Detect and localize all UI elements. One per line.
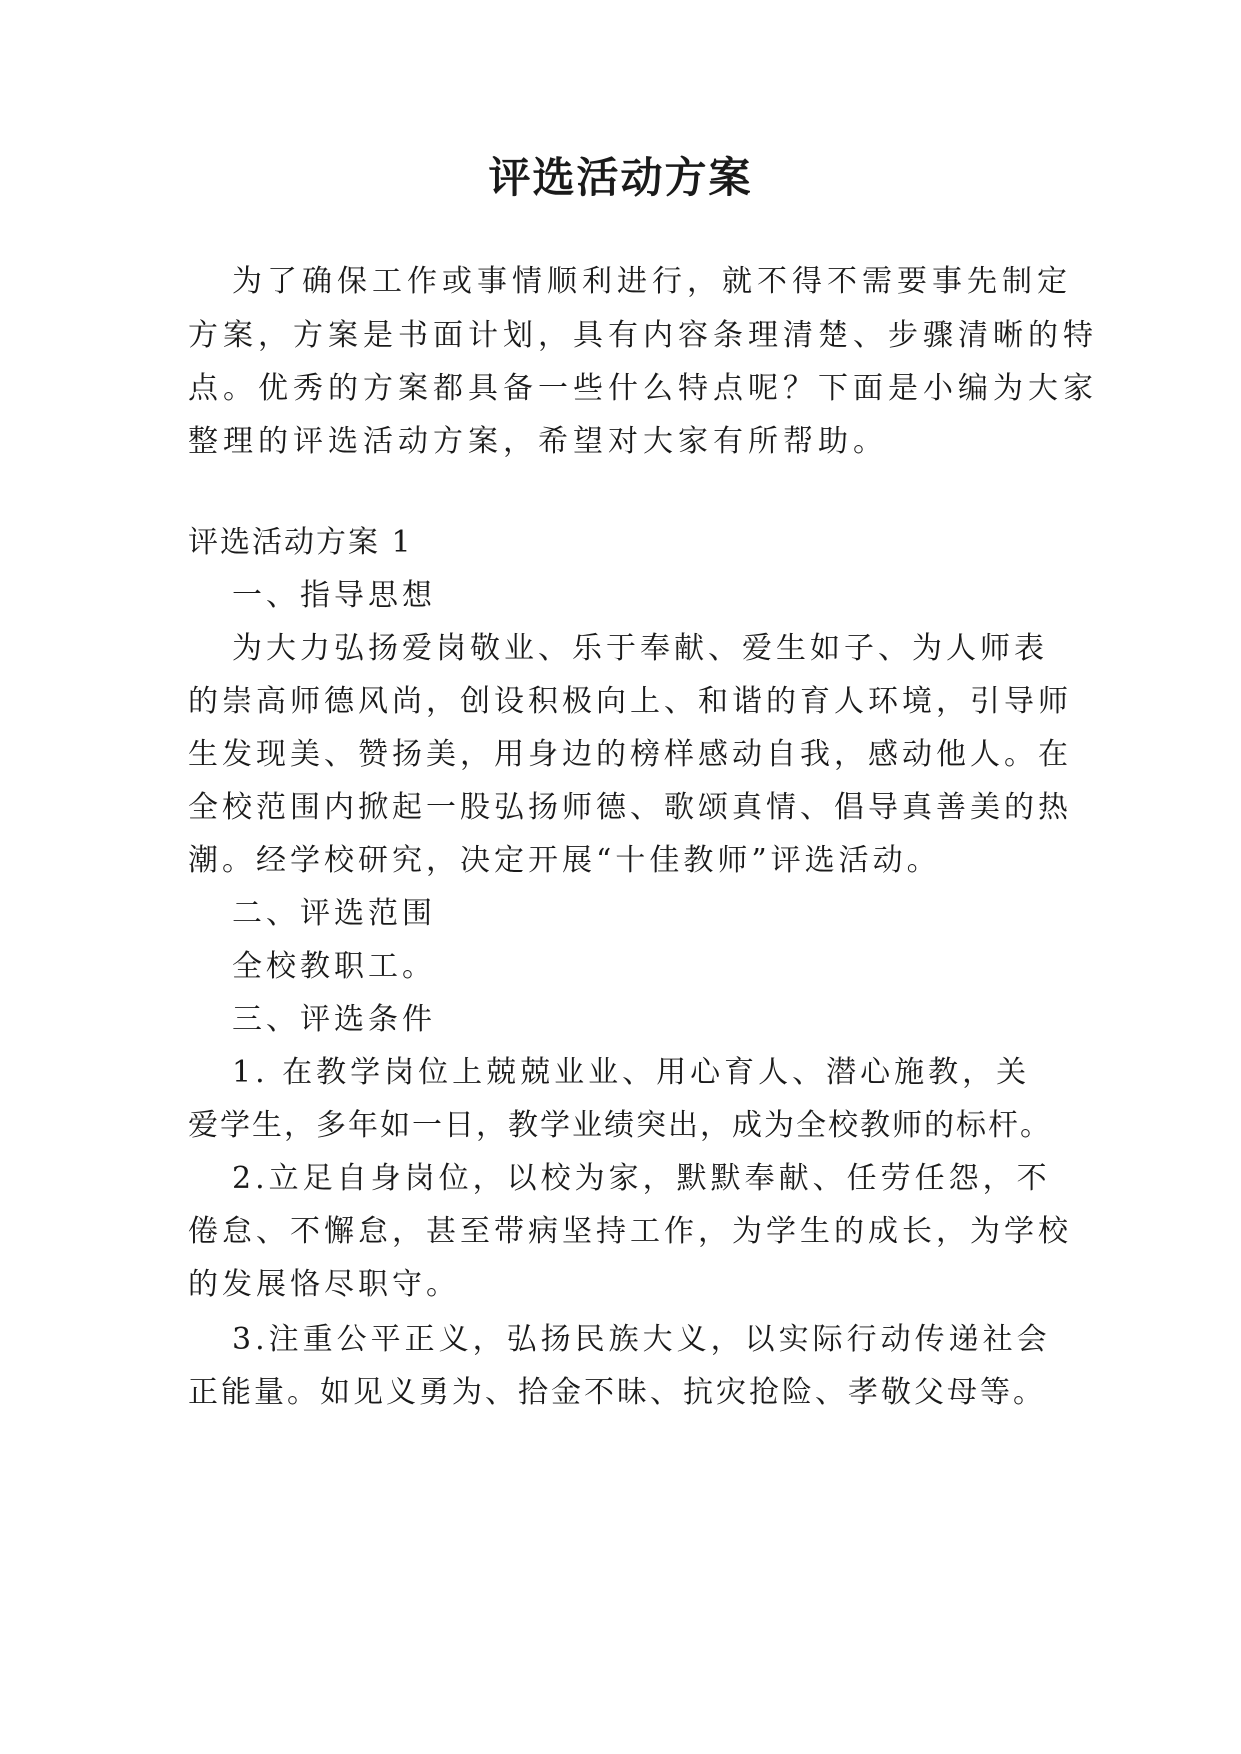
text-line: 的发展恪尽职守。 xyxy=(188,1267,460,1302)
list-item: 2.立足自身岗位，以校为家，默默奉献、任劳任怨，不 xyxy=(232,1161,1051,1196)
document-title: 评选活动方案 xyxy=(488,153,753,202)
list-item: 1. 在教学岗位上兢兢业业、用心育人、潜心施教，关 xyxy=(232,1055,1031,1090)
text-line: 全校范围内掀起一股弘扬师德、歌颂真情、倡导真善美的热 xyxy=(188,790,1072,825)
text-line: 点。优秀的方案都具备一些什么特点呢？下面是小编为大家 xyxy=(188,371,1098,406)
subheading: 三、评选条件 xyxy=(232,1002,436,1037)
text-line: 的崇高师德风尚，创设积极向上、和谐的育人环境，引导师 xyxy=(188,684,1072,719)
text-line: 整理的评选活动方案，希望对大家有所帮助。 xyxy=(188,424,888,459)
text-line: 全校教职工。 xyxy=(232,949,436,984)
text-line: 生发现美、赞扬美，用身边的榜样感动自我，感动他人。在 xyxy=(188,737,1072,772)
subheading: 二、评选范围 xyxy=(232,896,436,931)
text-line: 正能量。如见义勇为、拾金不昧、抗灾抢险、孝敬父母等。 xyxy=(188,1375,1046,1410)
subheading: 一、指导思想 xyxy=(232,578,436,613)
list-item: 3.注重公平正义，弘扬民族大义，以实际行动传递社会 xyxy=(232,1322,1051,1357)
text-line: 潮。经学校研究，决定开展“十佳教师”评选活动。 xyxy=(188,843,941,878)
text-line: 为了确保工作或事情顺利进行，就不得不需要事先制定 xyxy=(232,264,1072,299)
text-line: 为大力弘扬爱岗敬业、乐于奉献、爱生如子、为人师表 xyxy=(232,631,1048,666)
text-line: 方案，方案是书面计划，具有内容条理清楚、步骤清晰的特 xyxy=(188,318,1098,353)
section-heading: 评选活动方案 1 xyxy=(188,525,413,560)
text-line: 倦怠、不懈怠，甚至带病坚持工作，为学生的成长，为学校 xyxy=(188,1214,1072,1249)
text-line: 爱学生，多年如一日，教学业绩突出，成为全校教师的标杆。 xyxy=(188,1108,1052,1143)
